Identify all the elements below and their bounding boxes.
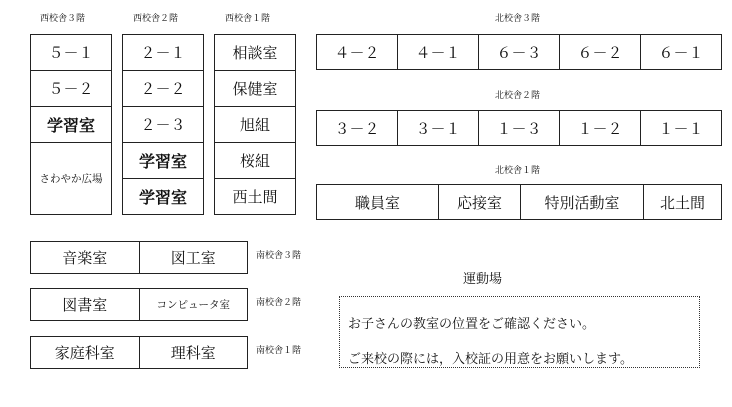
room-west-doma: 西土間 [215, 179, 296, 215]
west-floor1-label: 西校舎１階 [225, 14, 271, 24]
room-6-1: ６－１ [641, 35, 722, 70]
west-floor3-rooms [30, 34, 112, 215]
north-floor3-rooms [316, 34, 722, 70]
room-special-activity: 特別活動室 [521, 185, 644, 220]
room-art: 図工室 [139, 242, 248, 274]
west-floor3-label: 西校舎３階 [40, 14, 86, 24]
south-floor2-rooms [30, 288, 248, 321]
room-1-2: １－２ [560, 111, 641, 146]
schoolyard-label: 運動場 [463, 272, 503, 287]
south-floor3-rooms [30, 241, 248, 274]
notice-line-1: お子さんの教室の位置をご確認ください。 [348, 317, 596, 332]
west-floor1-rooms [214, 34, 296, 215]
room-5-1: ５－１ [31, 35, 112, 71]
north-floor1-rooms [316, 184, 722, 220]
room-science: 理科室 [139, 337, 248, 369]
north-floor1-label: 北校舎１階 [495, 166, 541, 176]
room-consultation: 相談室 [215, 35, 296, 71]
room-4-2: ４－２ [317, 35, 398, 70]
south-floor1-label: 南校舎１階 [256, 346, 302, 356]
room-sawayaka-hiroba: さわやか広場 [31, 143, 112, 215]
room-study-west2b: 学習室 [123, 179, 204, 215]
room-1-1: １－１ [641, 111, 722, 146]
north-floor2-label: 北校舎２階 [495, 91, 541, 101]
room-2-2: ２－２ [123, 71, 204, 107]
north-floor3-label: 北校舎３階 [495, 14, 541, 24]
room-library: 図書室 [31, 289, 140, 321]
notice-line-2: ご来校の際には，入校証の用意をお願いします。 [348, 352, 633, 367]
south-floor2-label: 南校舎２階 [256, 298, 302, 308]
room-nurse: 保健室 [215, 71, 296, 107]
room-2-1: ２－１ [123, 35, 204, 71]
room-asahi: 旭組 [215, 107, 296, 143]
room-staff: 職員室 [317, 185, 439, 220]
room-computer: コンピュータ室 [139, 289, 248, 321]
room-reception: 応接室 [439, 185, 521, 220]
room-north-doma: 北土間 [644, 185, 722, 220]
west-floor2-rooms [122, 34, 204, 215]
room-sakura: 桜組 [215, 143, 296, 179]
room-3-2: ３－２ [317, 111, 398, 146]
south-floor1-rooms [30, 336, 248, 369]
north-floor2-rooms [316, 110, 722, 146]
room-home-economics: 家庭科室 [31, 337, 140, 369]
room-3-1: ３－１ [398, 111, 479, 146]
room-4-1: ４－１ [398, 35, 479, 70]
room-study-west2a: 学習室 [123, 143, 204, 179]
room-6-3: ６－３ [479, 35, 560, 70]
room-5-2: ５－２ [31, 71, 112, 107]
room-2-3: ２－３ [123, 107, 204, 143]
room-music: 音楽室 [31, 242, 140, 274]
room-study-west3: 学習室 [31, 107, 112, 143]
room-6-2: ６－２ [560, 35, 641, 70]
notice-box [339, 296, 700, 368]
west-floor2-label: 西校舎２階 [133, 14, 179, 24]
room-1-3: １－３ [479, 111, 560, 146]
south-floor3-label: 南校舎３階 [256, 251, 302, 261]
